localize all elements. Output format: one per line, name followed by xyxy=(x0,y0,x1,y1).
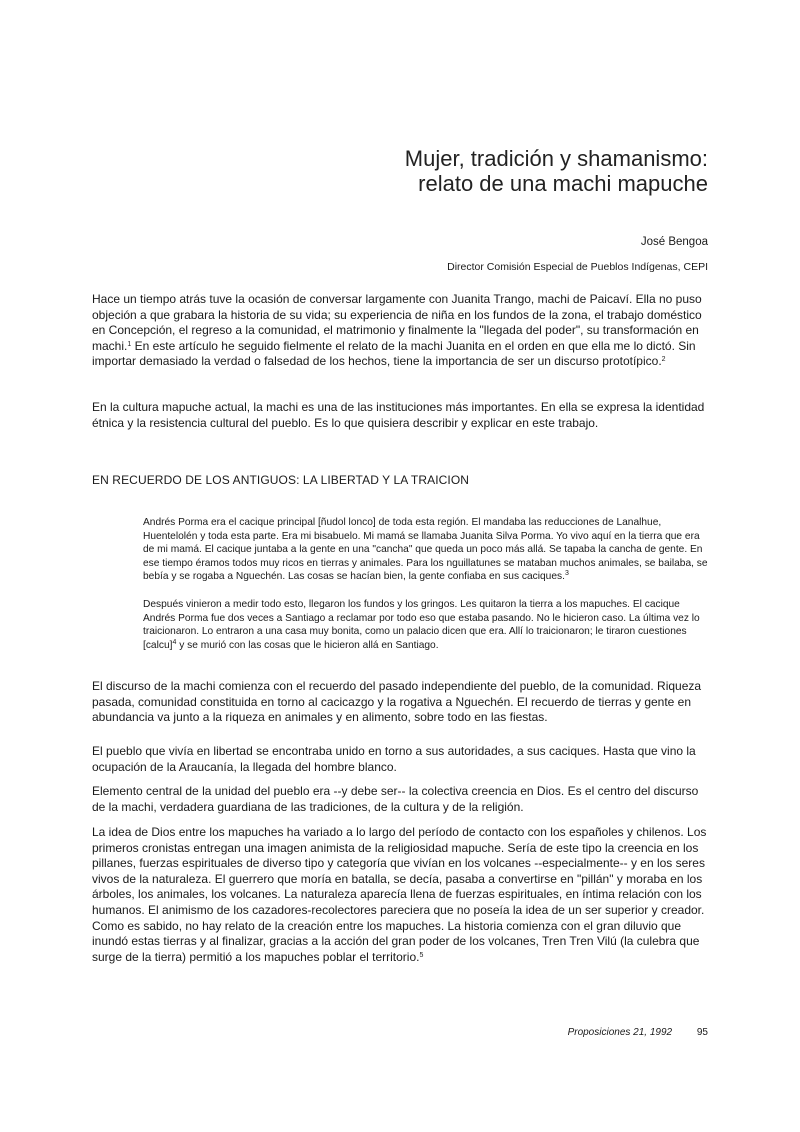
body-paragraph-4: El pueblo que vivía en libertad se encontraba unido en torno a sus autoridades, a sus caciques. Hasta que vino la ocupación de la Araucanía, la llegada del hombre blanco. xyxy=(92,744,696,774)
footnote-ref-2: 2 xyxy=(661,356,666,364)
author-affiliation: Director Comisión Especial de Pueblos Indígenas, CEPI xyxy=(447,261,708,273)
body-paragraph-3: El discurso de la machi comienza con el recuerdo del pasado independiente del pueblo, de la comunidad. Riqueza pasada, comunidad constituida en torno al cacicazgo y la rogativa a Nguechén. El recuerdo de tierras y gente en abundancia va junto a la riqueza en animales y en alimento, sobre todo en las fiestas. xyxy=(92,679,702,725)
quote-p2-text-b: y se murió con las cosas que le hicieron allá en Santiago. xyxy=(176,639,439,651)
intro-p1-text-b: En este artículo he seguido fielmente el relato de la machi Juanita en el orden en que ella me lo dictó. Sin importar demasiado la verdad o falsedad de los hechos, tiene la importancia de ser un discurso prototípico. xyxy=(92,338,696,369)
quote-p2-text-a: Después vinieron a medir todo esto, llegaron los fundos y los gringos. Les quitaron la tierra a los mapuches. El cacique Andrés Porma fue dos veces a Santiago a reclamar por todo eso que estaba pasando. No le hicieron caso. La última vez lo traicionaron. Lo entraron a una casa muy bonita, como un palacio dicen que era. Allí lo traicionaron; le tiraron cuestiones [calcu] xyxy=(143,599,700,651)
body-p6-text: La idea de Dios entre los mapuches ha variado a lo largo del período de contacto con los españoles y chilenos. Los primeros cronistas entregan una imagen animista de la religiosidad mapuche. Sería de este tipo la creencia en los pillanes, fuerzas espirituales de diverso tipo y categoría que vivían en los volcanes --especialmente-- y en los seres vivos de la naturaleza. El guerrero que moría en batalla, se decía, pasaba a convertirse en "pillán" y moraba en los árboles, los animales, los volcanes. La naturaleza aparecía llena de fuerzas espirituales, en íntima relación con los humanos. El animismo de los cazadores-recolectores pareciera que no poseía la idea de un ser superior y creador. Como es sabido, no hay relato de la creación entre los mapuches. La historia comienza con el gran diluvio que inundó estas tierras y al finalizar, gracias a la acción del gran poder de los volcanes, Tren Tren Vilú (la culebra que surge de la tierra) permitió a los mapuches poblar el territorio. xyxy=(92,825,707,964)
footnote-ref-1: 1 xyxy=(127,340,132,348)
author-name: José Bengoa xyxy=(640,236,708,248)
body-paragraph-5: Elemento central de la unidad del pueblo era --y debe ser-- la colectiva creencia en Dios. Es el centro del discurso de la machi, verdadera guardiana de las tradiciones, de la cultura y de la religión. xyxy=(92,784,699,814)
page-footer xyxy=(568,1027,708,1038)
quote-p1-text: Andrés Porma era el cacique principal [ñudol lonco] de toda esta región. El mandaba las reducciones de Lanalhue, Huentelolén y toda esta parte. Era mi bisabuelo. Mi mamá se llamaba Juanita Silva Porma. Yo vivo aquí en la tierra que era de mi mamá. El cacique juntaba a la gente en una "cancha" que queda un poco más allá. Se tapaba la cancha de gente. En ese tiempo éramos todos muy ricos en tierras y animales. Para los nguillatunes se mataban muchos animales, se bailaba, se bebía y se rogaba a Nguechén. Las cosas se hacían bien, la gente confiaba en sus caciques. xyxy=(143,517,708,583)
page-number: 95 xyxy=(696,1027,708,1038)
quote-paragraph-2 xyxy=(143,598,708,652)
intro-p1-text-a: Hace un tiempo atrás tuve la ocasión de conversar largamente con Juanita Trango, machi de Paicaví. Ella no puso objeción a que grabara la historia de su vida; su experiencia de niña en los fundos de la zona, el trabajo doméstico en Concepción, el regreso a la comunidad, el matrimonio y finalmente la "llegada del poder", su transformación en machi. xyxy=(92,292,702,353)
article-title xyxy=(208,146,708,196)
footnote-ref-5: 5 xyxy=(419,951,424,959)
quote-paragraph-1 xyxy=(143,516,708,584)
intro-paragraph-1 xyxy=(92,292,708,370)
journal-citation: Proposiciones 21, 1992 xyxy=(567,1027,673,1038)
body-paragraph-6 xyxy=(92,825,708,965)
footnote-ref-3: 3 xyxy=(564,570,569,578)
intro-paragraph-2: En la cultura mapuche actual, la machi es una de las instituciones más importantes. En ella se expresa la identidad étnica y la resistencia cultural del pueblo. Es lo que quisiera describir y explicar en este trabajo. xyxy=(92,400,705,430)
title-line-1: Mujer, tradición y shamanismo: xyxy=(404,146,708,171)
section-heading: EN RECUERDO DE LOS ANTIGUOS: LA LIBERTAD Y LA TRAICION xyxy=(92,473,470,487)
title-line-2: relato de una machi mapuche xyxy=(418,171,708,196)
footnote-ref-4: 4 xyxy=(172,638,177,646)
